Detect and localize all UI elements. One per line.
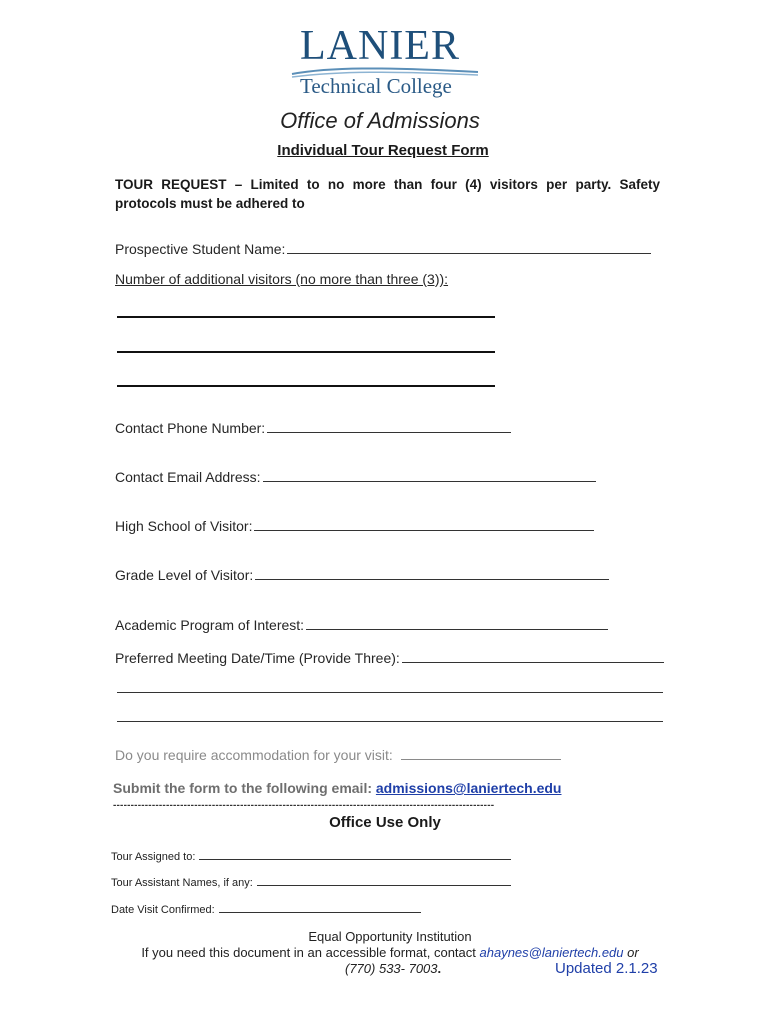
- student-name-line[interactable]: [287, 242, 651, 254]
- separator-line: ------------------------------------------------------------------------------------------------------------: [113, 800, 495, 811]
- submit-instruction: [113, 780, 562, 796]
- updated-date: Updated 2.1.23: [555, 960, 658, 977]
- high-school-row: [115, 518, 594, 534]
- program-line[interactable]: [306, 618, 608, 630]
- logo-wordmark: LANIER: [300, 23, 460, 69]
- program-label: Academic Program of Interest:: [115, 617, 305, 633]
- office-use-heading: Office Use Only: [329, 814, 441, 831]
- visitor-line-3[interactable]: [117, 385, 495, 387]
- preferred-date-row: [115, 650, 664, 666]
- tour-assigned-row: [111, 851, 511, 863]
- phone-label: Contact Phone Number:: [115, 420, 266, 436]
- or-text: or: [623, 945, 639, 960]
- email-row: [115, 469, 596, 485]
- form-title: Individual Tour Request Form: [277, 142, 489, 159]
- email-line[interactable]: [263, 470, 596, 482]
- contact-phone: (770) 533- 7003: [345, 961, 438, 976]
- preferred-date-label: Preferred Meeting Date/Time (Provide Three):: [115, 650, 400, 666]
- tour-assigned-label: Tour Assigned to:: [111, 851, 196, 863]
- tour-assistants-label: Tour Assistant Names, if any:: [111, 877, 253, 889]
- program-row: [115, 617, 608, 633]
- grade-level-label: Grade Level of Visitor:: [115, 567, 254, 583]
- tour-assistants-row: [111, 877, 511, 889]
- contact-email-link[interactable]: ahaynes@laniertech.edu: [479, 945, 624, 960]
- student-name-row: [115, 241, 651, 257]
- office-heading: Office of Admissions: [280, 108, 480, 133]
- accessibility-text: If you need this document in an accessible format, contact: [141, 945, 480, 960]
- tour-notice: TOUR REQUEST – Limited to no more than four (4) visitors per party. Safety protocols must be adhered to: [115, 177, 660, 211]
- logo-subtitle: Technical College: [300, 74, 452, 98]
- tour-assistants-line[interactable]: [257, 877, 511, 886]
- preferred-date-line-3[interactable]: [117, 721, 663, 722]
- grade-level-line[interactable]: [255, 568, 609, 580]
- date-confirmed-row: [111, 904, 421, 916]
- high-school-label: High School of Visitor:: [115, 518, 253, 534]
- student-name-label: Prospective Student Name:: [115, 241, 286, 257]
- contact-phone-row: [345, 961, 441, 976]
- accommodation-label: Do you require accommodation for your visit:: [115, 747, 393, 763]
- additional-visitors-label: Number of additional visitors (no more than three (3)):: [115, 271, 449, 287]
- high-school-line[interactable]: [254, 519, 594, 531]
- visitor-line-1[interactable]: [117, 316, 495, 318]
- college-logo: [290, 20, 480, 104]
- preferred-date-line-2[interactable]: [117, 692, 663, 693]
- accommodation-line[interactable]: [401, 748, 561, 760]
- phone-line[interactable]: [267, 421, 511, 433]
- tour-assigned-line[interactable]: [199, 851, 511, 860]
- phone-period: .: [437, 961, 442, 976]
- grade-level-row: [115, 567, 609, 583]
- date-confirmed-line[interactable]: [219, 904, 421, 913]
- date-confirmed-label: Date Visit Confirmed:: [111, 904, 215, 916]
- submit-label: Submit the form to the following email:: [113, 780, 372, 796]
- admissions-email-link[interactable]: admissions@laniertech.edu: [375, 780, 562, 796]
- accessibility-notice: [0, 945, 770, 960]
- email-label: Contact Email Address:: [115, 469, 261, 485]
- accommodation-row: [115, 747, 561, 763]
- phone-row: [115, 420, 511, 436]
- eoi-statement: Equal Opportunity Institution: [308, 929, 472, 944]
- visitor-line-2[interactable]: [117, 351, 495, 353]
- preferred-date-line[interactable]: [402, 651, 664, 663]
